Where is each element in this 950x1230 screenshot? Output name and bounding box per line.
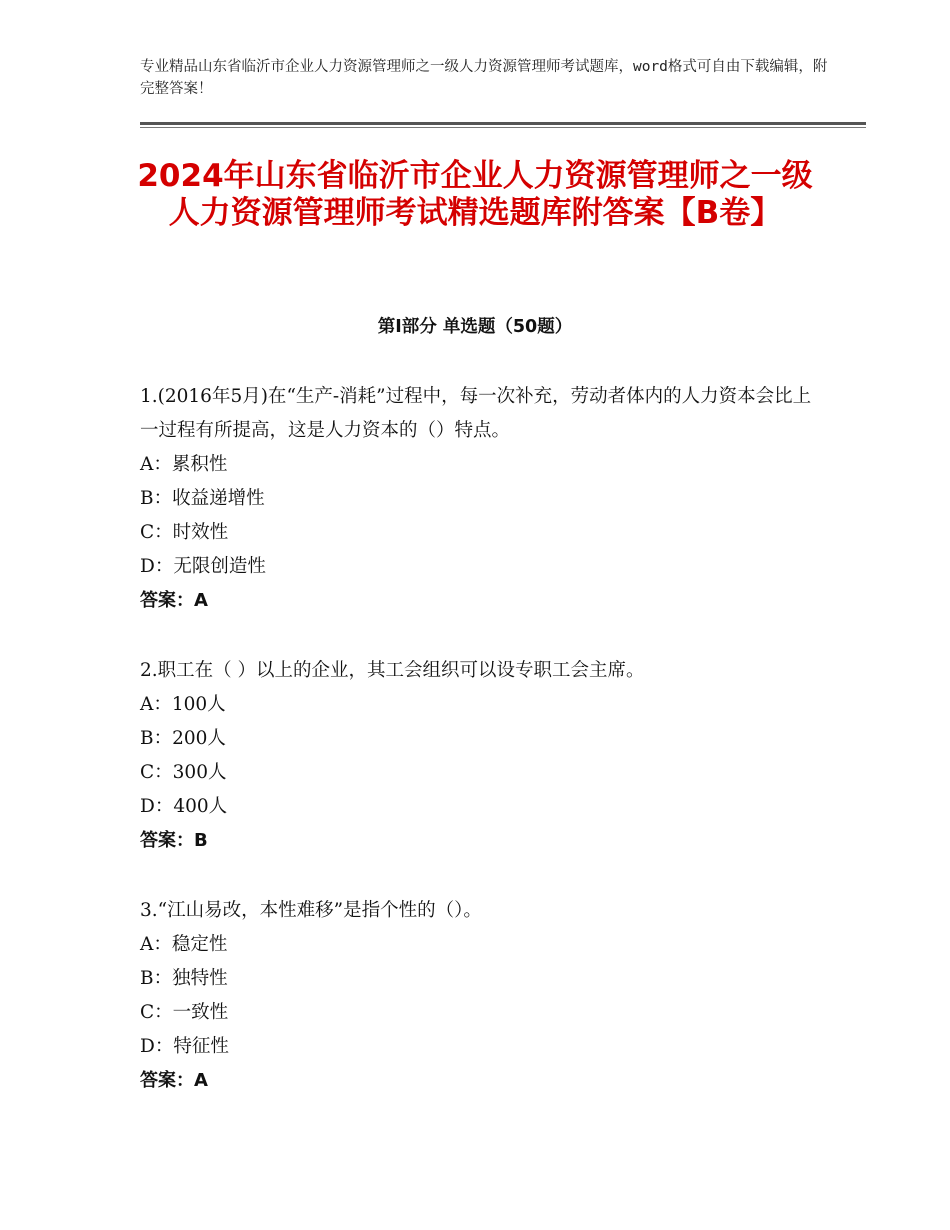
option-c: C：时效性 (140, 522, 229, 543)
option-b: B：独特性 (140, 968, 228, 989)
option-d: D：400人 (140, 796, 228, 817)
question-stem: 1.(2016年5月)在“生产-消耗”过程中，每一次补充，劳动者体内的人力资本会比上一过程有所提高，这是人力资本的（）特点。 (140, 386, 812, 441)
option-b: B：200人 (140, 728, 226, 749)
option-d: D：特征性 (140, 1036, 229, 1057)
option-c: C：一致性 (140, 1002, 229, 1023)
section-title: 第Ⅰ部分 单选题（50题） (377, 317, 573, 337)
question-stem: 2.职工在（ ）以上的企业，其工会组织可以设专职工会主席。 (140, 660, 645, 681)
question-3 (140, 894, 820, 1098)
answer: 答案：A (140, 590, 208, 611)
question-list (140, 380, 820, 1134)
option-a: A：稳定性 (140, 934, 228, 955)
answer: 答案：A (140, 1070, 208, 1091)
question-stem: 3.“江山易改，本性难移”是指个性的（）。 (140, 900, 482, 921)
option-a: A：累积性 (140, 454, 228, 475)
header-note: 专业精品山东省临沂市企业人力资源管理师之一级人力资源管理师考试题库，word格式可自由下载编辑，附完整答案！ (140, 59, 828, 97)
option-c: C：300人 (140, 762, 227, 783)
option-b: B：收益递增性 (140, 488, 265, 509)
header-divider-thin (140, 127, 866, 128)
option-d: D：无限创造性 (140, 556, 266, 577)
answer: 答案：B (140, 830, 208, 851)
document-title: 2024年山东省临沂市企业人力资源管理师之一级人力资源管理师考试精选题库附答案【B卷】 (137, 158, 813, 231)
header-divider-thick (140, 122, 866, 125)
question-1 (140, 380, 820, 618)
question-2 (140, 654, 820, 858)
option-a: A：100人 (140, 694, 226, 715)
